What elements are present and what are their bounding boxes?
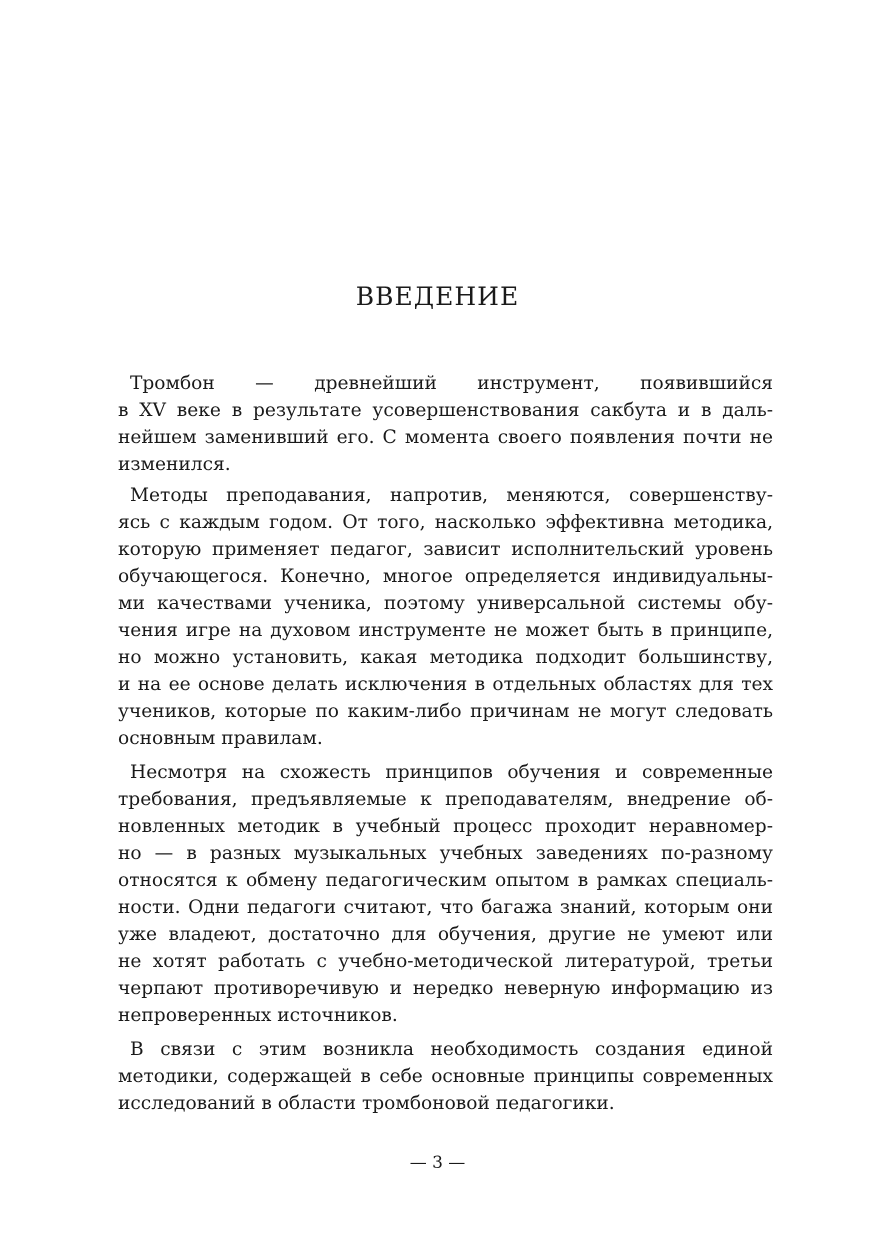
text-line: ми качествами ученика, поэтому универсальной системы обу- — [118, 593, 773, 614]
text-line: основным правилам. — [118, 728, 323, 749]
text-line: Тромбон — древнейший инструмент, появившийся — [130, 373, 773, 394]
text-line: учеников, которые по каким-либо причинам не могут следовать — [118, 701, 773, 722]
text-line: обучающегося. Конечно, многое определяется индивидуальны- — [118, 566, 773, 587]
text-line: чения игре на духовом инструменте не может быть в принципе, — [118, 620, 773, 641]
text-line: которую применяет педагог, зависит исполнительский уровень — [118, 539, 773, 560]
page-number: — 3 — — [409, 1153, 466, 1173]
text-line: новленных методик в учебный процесс проходит неравномер- — [118, 816, 773, 837]
text-line: относятся к обмену педагогическим опытом в рамках специаль- — [118, 870, 773, 891]
text-line: изменился. — [118, 454, 231, 475]
text-line: исследований в области тромбоновой педагогики. — [118, 1093, 615, 1114]
text-line: В связи с этим возникла необходимость создания единой — [130, 1039, 773, 1060]
text-line: нейшем заменивший его. С момента своего появления почти не — [118, 427, 773, 448]
text-line: но — в разных музыкальных учебных заведениях по-разному — [118, 843, 773, 864]
text-line: не хотят работать с учебно-методической литературой, третьи — [118, 951, 773, 972]
text-line: непроверенных источников. — [118, 1005, 398, 1026]
text-line: Методы преподавания, напротив, меняются, совершенству- — [130, 485, 773, 506]
text-line: черпают противоречивую и нередко неверную информацию из — [118, 978, 773, 999]
text-line: и на ее основе делать исключения в отдельных областях для тех — [118, 674, 773, 695]
chapter-heading: ВВЕДЕНИЕ — [355, 282, 520, 311]
text-line: в XV веке в результате усовершенствования сакбута и в даль- — [118, 400, 773, 421]
text-line: требования, предъявляемые к преподавателям, внедрение об- — [118, 789, 773, 810]
text-line: ности. Одни педагоги считают, что багажа знаний, которым они — [118, 897, 773, 918]
text-line: но можно установить, какая методика подходит большинству, — [118, 647, 773, 668]
text-line: ясь с каждым годом. От того, насколько эффективна методика, — [118, 512, 773, 533]
text-line: Несмотря на схожесть принципов обучения и современные — [130, 762, 773, 783]
text-line: уже владеют, достаточно для обучения, другие не умеют или — [118, 924, 773, 945]
text-line: методики, содержащей в себе основные принципы современных — [118, 1066, 773, 1087]
